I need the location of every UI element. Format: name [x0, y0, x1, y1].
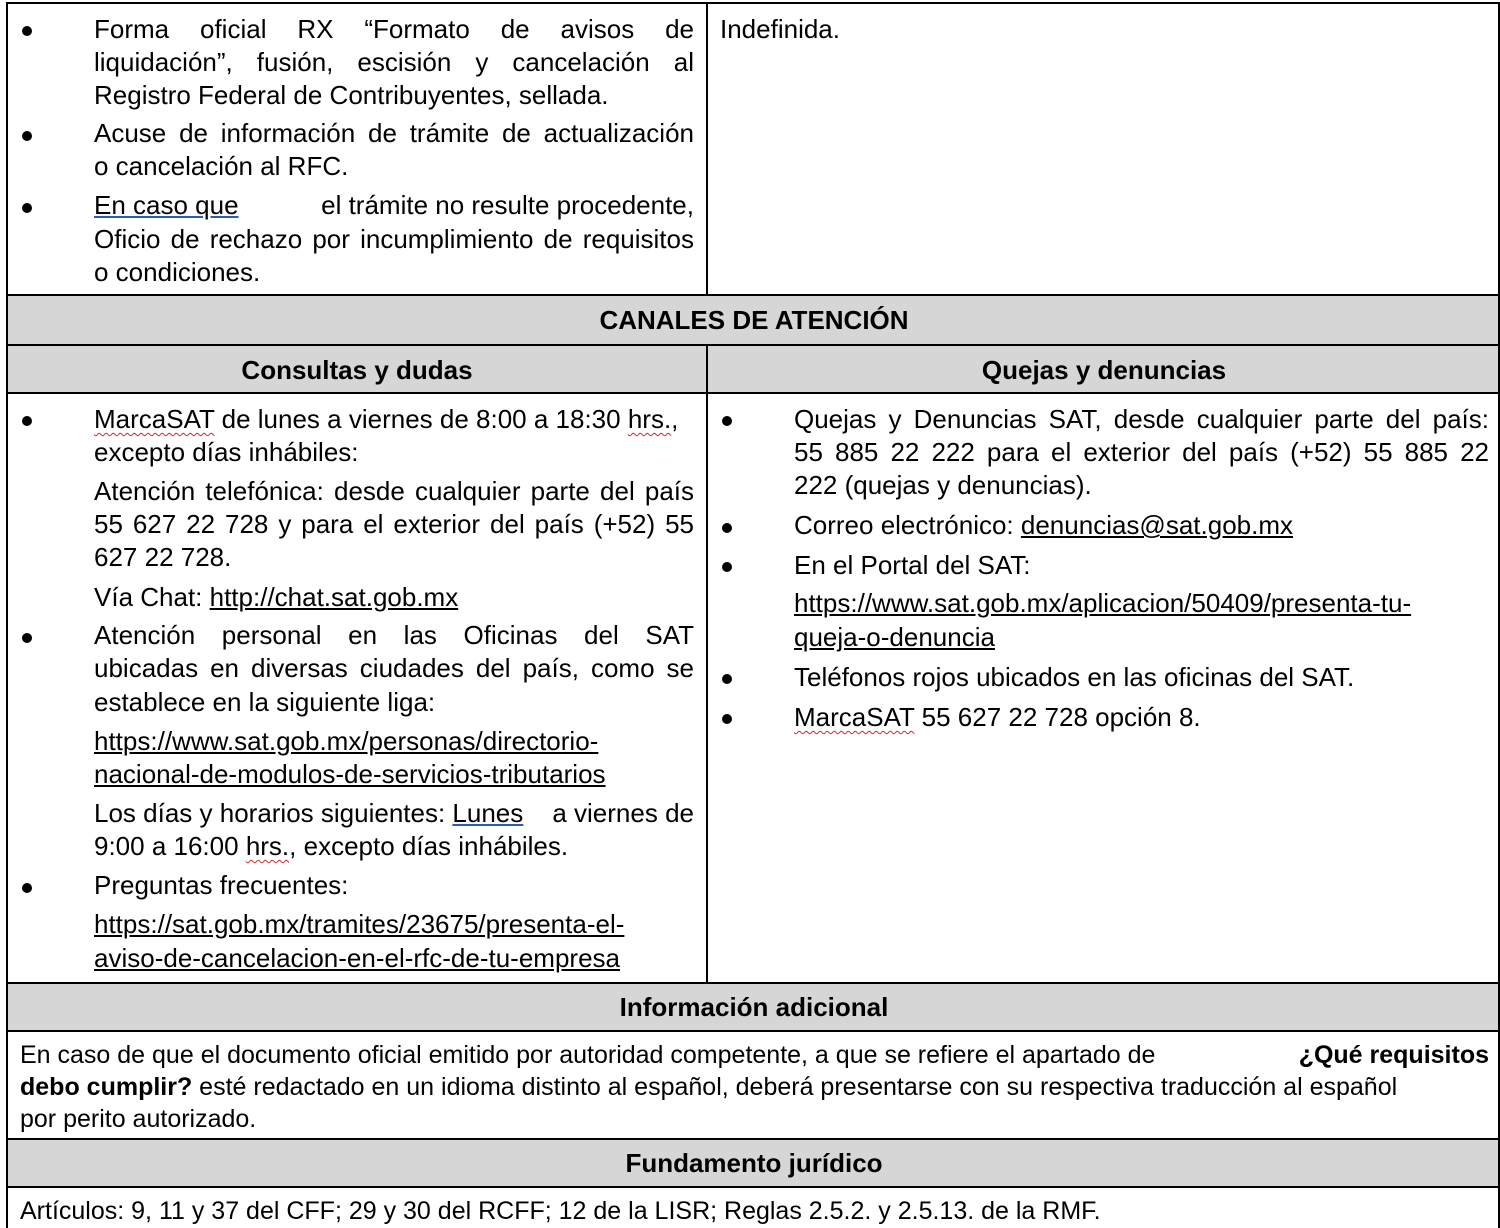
- text-span: [94, 796, 523, 830]
- list-item-line: [94, 829, 568, 863]
- fundamento-header: Fundamento jurídico: [625, 1148, 883, 1178]
- bullet: [22, 26, 32, 36]
- hrs-abbr: hrs.: [627, 404, 672, 434]
- bullet: [22, 131, 32, 141]
- list-item-line: 55 885 22 222 para el exterior del país (+52) 55 885 22: [794, 437, 1489, 467]
- en-caso-que-text: En caso que: [94, 190, 239, 220]
- directorio-link[interactable]: nacional-de-modulos-de-servicios-tributarios: [94, 759, 606, 789]
- preguntas-link[interactable]: https://sat.gob.mx/tramites/23675/presenta-el-: [94, 909, 625, 939]
- column-divider-top: [706, 2, 708, 294]
- bullet: [22, 883, 32, 893]
- border-1138: [6, 1138, 1500, 1140]
- list-item-line: 222 (quejas y denuncias).: [794, 470, 1092, 500]
- border-392: [6, 392, 1500, 394]
- border-top: [6, 2, 1500, 4]
- info-header: Información adicional: [619, 992, 889, 1022]
- directorio-link[interactable]: https://www.sat.gob.mx/personas/directorio-: [94, 726, 599, 756]
- marcasat-brand: MarcaSAT: [794, 702, 915, 732]
- preguntas-link[interactable]: aviso-de-cancelacion-en-el-rfc-de-tu-empresa: [94, 943, 620, 973]
- bullet: [722, 674, 732, 684]
- list-item-line: ubicadas en diversas ciudades del país, como se: [94, 653, 694, 683]
- list-item-line: establece en la siguiente liga:: [94, 687, 436, 717]
- list-item-line: Quejas y Denuncias SAT, desde cualquier parte del país:: [794, 404, 1489, 434]
- bullet: [722, 523, 732, 533]
- fundamento-text: Artículos: 9, 11 y 37 del CFF; 29 y 30 del RCFF; 12 de la LISR; Reglas 2.5.2. y 2.5.13. de la RMF.: [20, 1197, 1101, 1225]
- text-span: En caso de que el documento oficial emitido por autoridad competente, a que se refiere el apartado de: [20, 1041, 1163, 1069]
- hrs-abbr: hrs.: [245, 831, 290, 861]
- text-span: debo cumplir?: [20, 1073, 193, 1101]
- bullet: [722, 714, 732, 724]
- paragraph-line: [20, 1070, 1397, 1104]
- email-label: Correo electrónico:: [794, 510, 1021, 540]
- list-item-line: Atención telefónica: desde cualquier parte del país: [94, 476, 694, 506]
- vigencia-text: Indefinida.: [720, 14, 840, 44]
- list-item-line: 627 22 728.: [94, 542, 232, 572]
- text-span: ¿Qué requisitos: [1298, 1041, 1489, 1069]
- list-item-line: o cancelación al RFC.: [94, 151, 349, 181]
- bullet: [722, 562, 732, 572]
- border-1030: [6, 1030, 1500, 1032]
- list-item-line: o condiciones.: [94, 257, 261, 287]
- chat-label: Vía Chat:: [94, 582, 210, 612]
- list-item-line: Teléfonos rojos ubicados en las oficinas del SAT.: [794, 662, 1355, 692]
- paragraph-line: [20, 1038, 1489, 1072]
- lunes-text: Lunes: [452, 798, 524, 828]
- days-label: Los días y horarios siguientes:: [94, 798, 453, 828]
- quejas-header: Quejas y denuncias: [981, 355, 1227, 385]
- list-item-line: liquidación”, fusión, escisión y cancelación al: [94, 47, 694, 77]
- list-item-line: Preguntas frecuentes:: [94, 870, 349, 900]
- consultas-header: Consultas y dudas: [241, 355, 473, 385]
- list-item-line: Oficio de rechazo por incumplimiento de requisitos: [94, 224, 694, 254]
- border-982: [6, 982, 1500, 984]
- list-item-line: Atención personal en las Oficinas del SAT: [94, 620, 694, 650]
- bullet: [22, 416, 32, 426]
- column-divider-canales: [706, 344, 708, 982]
- border-1186: [6, 1186, 1500, 1188]
- bullet: [722, 416, 732, 426]
- text-span: esté redactado en un idioma distinto al español, deberá presentarse con su respectiva traducción al español: [192, 1073, 1398, 1101]
- text-span: 55 627 22 728 opción 8.: [914, 702, 1201, 732]
- list-item-line: Registro Federal de Contribuyentes, sellada.: [94, 80, 609, 110]
- bullet: [22, 203, 32, 213]
- text-span: a viernes de: [545, 798, 694, 828]
- list-item-line: [94, 796, 694, 830]
- list-item-line: [794, 508, 1293, 542]
- text-span: ,: [671, 404, 679, 434]
- list-item-line: En el Portal del SAT:: [794, 550, 1031, 580]
- email-link[interactable]: denuncias@sat.gob.mx: [1020, 510, 1293, 540]
- list-item-line: Forma oficial RX “Formato de avisos de: [94, 14, 694, 44]
- list-item-line: [94, 580, 458, 614]
- portal-link[interactable]: queja-o-denuncia: [794, 622, 995, 652]
- canales-header: CANALES DE ATENCIÓN: [599, 305, 909, 335]
- border-295: [6, 294, 1500, 296]
- chat-link[interactable]: http://chat.sat.gob.mx: [209, 582, 459, 612]
- marcasat-brand: MarcaSAT: [94, 404, 215, 434]
- bullet: [22, 633, 32, 643]
- list-item-line: Acuse de información de trámite de actualización: [94, 118, 694, 148]
- list-item-line: [94, 188, 694, 222]
- list-item-line: [794, 700, 1201, 734]
- list-item-line: [94, 402, 678, 436]
- border-344: [6, 344, 1500, 346]
- text-span: de lunes a viernes de 8:00 a 18:30: [214, 404, 628, 434]
- list-item-rest: el trámite no resulte procedente,: [313, 190, 694, 220]
- list-item-line: 55 627 22 728 y para el exterior del país (+52) 55: [94, 509, 694, 539]
- portal-link[interactable]: https://www.sat.gob.mx/aplicacion/50409/presenta-tu-: [794, 588, 1412, 618]
- border-left: [6, 2, 8, 1228]
- text-span: , excepto días inhábiles.: [289, 831, 569, 861]
- list-item-line: excepto días inhábiles:: [94, 437, 359, 467]
- paragraph-line: por perito autorizado.: [20, 1105, 257, 1133]
- text-span: 9:00 a 16:00: [94, 831, 246, 861]
